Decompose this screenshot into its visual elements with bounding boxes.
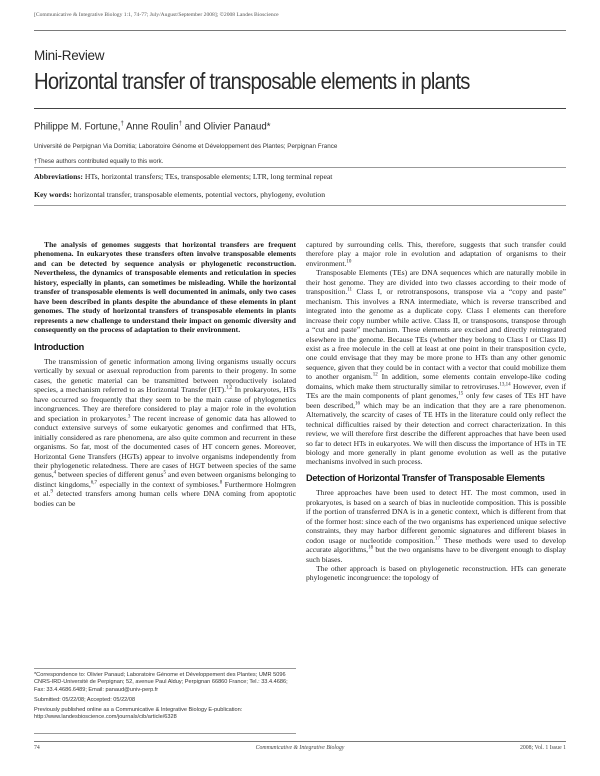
affiliation: Université de Perpignan Via Domitia; Laboratoire Génome et Développement des Plantes; Perpignan France [34,143,338,150]
submission-dates: Submitted: 05/22/08; Accepted: 05/22/08 [34,696,136,703]
citation: 18 [368,545,374,551]
article-title: Horizontal transfer of transposable elements in plants [34,68,470,94]
correspondence-text: *Correspondence to: Olivier Panaud; Laboratoire Génome et Développement des Plantes; UMR 5096 CNRS-IRD-Université de Perpignan; 52, avenue Paul Alduy; Perpignan 66860 France; Tel.: 33.4.4686; Fax: 33.4.4686.6489; Email: panaud@univ-perp.fr [34,672,288,693]
previous-publication: Previously published online as a Communicative & Integrative Biology E-publication: [34,707,243,714]
citation: 10 [346,259,352,265]
citation: 11 [347,287,353,293]
running-head: [Communicative & Integrative Biology 1:1, 74-77; July/August/September 2008]; ©2008 Landes Bioscience [34,12,279,18]
paragraph: Three approaches have been used to detect HT. The most common, used in prokaryotes, is based on a search of bias in nucleotide composition. This is possible if the portion of transferred DNA is in a genetic context, which is different from that of the former host: since each of the two organisms has experienced unique selective constraints, they may harbor different genomic signatures and different biases in codon usage or nucleotide composition.$^{17}$ These methods were used to develop accurate algorithms,$^{18}$ but the two organisms have to be divergent enough to display such biases. [306,488,566,564]
author-2: Anne Roulin [125,120,179,133]
volume-issue: 2008; Vol. 1 Issue 1 [519,745,566,751]
citation: 8 [219,480,223,486]
journal-name: Communicative & Integrative Biology [255,745,345,751]
detection-heading: Detection of Horizontal Transfer of Transposable Elements [306,472,545,483]
introduction-paragraph: The transmission of genetic information among living organisms usually occurs vertically by sexual or asexual reproduction from parents to their progeny. In some cases, the genetic material can be transmitted between reproductively isolated species, a mechanism referred to as Horizontal Transfer (HT).$^{1,2}$ In prokaryotes, HTs have occurred so frequently that they seem to be the main cause of phylogenetics incongruences. They are therefore considered to play a major role in the evolution and speciation in prokaryotes.$^3$ The recent increase of genomic data has allowed to conduct extensive surveys of some eukaryotic genomes and confirmed that HTs, initially considered as rare phenomena, are also quite common and recurrent in these organisms. So far, most of the documented cases of HT concern genes. Moreover, Horizontal Gene Transfers (HGTs) appear to involve organisms independently from their phylogenetic relatedness. There are cases of HGT between species of the same genus,$^4$ between species of different genus$^5$ and even between organisms belonging to distinct kingdoms,$^{6,7}$ especially in the context of symbioses.$^8$ Furthermore Holmgren et al.$^9$ detected transfers among human cells where DNA coming from apoptotic bodies can be [34,356,296,508]
page-number: 74 [34,745,40,751]
metadata-divider-top [34,167,566,168]
author-list [34,120,271,133]
footer-divider [34,741,566,742]
citation: 13,14 [499,382,511,388]
equal-contribution-note: †These authors contributed equally to this work. [34,158,164,165]
citation: 5 [163,470,166,476]
keywords [34,190,325,199]
author-1: Philippe M. Fortune, [34,120,121,133]
paragraph: The other approach is based on phylogenetic reconstruction. HTs can generate phylogenetic incongruence: the topology of [306,563,566,583]
abstract: The analysis of genomes suggests that horizontal transfers are frequent phenomena. In eukaryotes these transfers often involve transposable elements and can be detected by sequence analysis or phylogenetic reconstruction. Nevertheless, the dynamics of transposable elements and reticulation in species history, especially in plants, can sometimes be misleading. While the horizontal transfer of transposable elements is well documented in animals, only two cases have been described in plants despite the abundance of these elements in plant genomes. The study of horizontal transfers of transposable elements in plants represents a new challenge to understand their impact on genomic diversity and consequently on the process of adaptation to their environment. [34,240,296,335]
citation: 3 [127,414,131,420]
abbreviations-label: Abbreviations: [34,172,83,181]
equal-contribution-mark: † [178,120,182,127]
equal-contribution-mark: † [120,120,124,127]
citation: 4 [53,470,57,476]
citation: 17 [435,536,441,542]
header-divider [34,30,566,31]
citation: 1,2 [225,385,233,391]
introduction-heading: Introduction [34,341,84,352]
article-type: Mini-Review [34,48,105,63]
right-column [306,240,566,583]
correspondence-footnote [34,668,296,734]
author-3: and Olivier Panaud* [184,120,271,133]
abbreviations [34,172,332,181]
paragraph: Transposable Elements (TEs) are DNA sequences which are naturally mobile in their host genome. They are divided into two classes according to their mode of transposition.$^{11}$ Class I, or retrotransposons, transpose via a “copy and paste” mechanism. This involves a RNA intermediate, which is reverse transcribed and integrated into the genome as a duplicate copy. Class I elements can therefore increase their copy number while active. Class II, or transposons, transpose through a “cut and paste” mechanism. These elements are excised and directly reintegrated elsewhere in the genome. Because TEs (whether they belong to Class I or Class II) exist as a free molecule in the cell at least at one point in their transposition cycle, one could envisage that they may be more prone to HTs than any other genomic sequence, given that they could be in contact with a vector that could mobilize them to another organism.$^{12}$ In addition, some elements contain envelope-like coding domains, which make them structurally similar to retroviruses.$^{13,14}$ However, even if TEs are the main components of plant genomes,$^{15}$ only few cases of TEs HT have been described,$^{16}$ which may be an indication that they are a rare phenomenon. Alternatively, the scarcity of cases of TE HTs in the literature could only reflect the technical difficulties raised by their detection and correct characterization. In this review, we will therefore first describe the different approaches that have been used so far to detect HTs in eukaryotes. We will then discuss the importance of HTs in TE biology and more generally in plant genome evolution as well as the putative mechanisms involved in such process. [306,268,567,467]
citation: 16 [355,401,360,407]
article-url[interactable]: http://www.landesbioscience.com/journals/cib/article/6328 [34,714,177,721]
paragraph: captured by surrounding cells. This, therefore, suggests that such transfer could therefore play a major role in evolution and adaptation of organisms to their environment.$^{10}$ [306,240,566,268]
title-divider [34,108,566,109]
citation: 6,7 [90,480,98,486]
citation: 9 [50,489,53,495]
left-column [34,240,296,508]
abbreviations-text: HTs, horizontal transfers; TEs, transposable elements; LTR, long terminal repeat [82,172,333,181]
metadata-divider-bottom [34,205,566,206]
citation: 15 [458,391,464,397]
citation: 12 [372,372,378,378]
keywords-text: horizontal transfer, transposable elements, potential vectors, phylogeny, evolution [71,190,326,199]
keywords-label: Key words: [34,190,72,199]
